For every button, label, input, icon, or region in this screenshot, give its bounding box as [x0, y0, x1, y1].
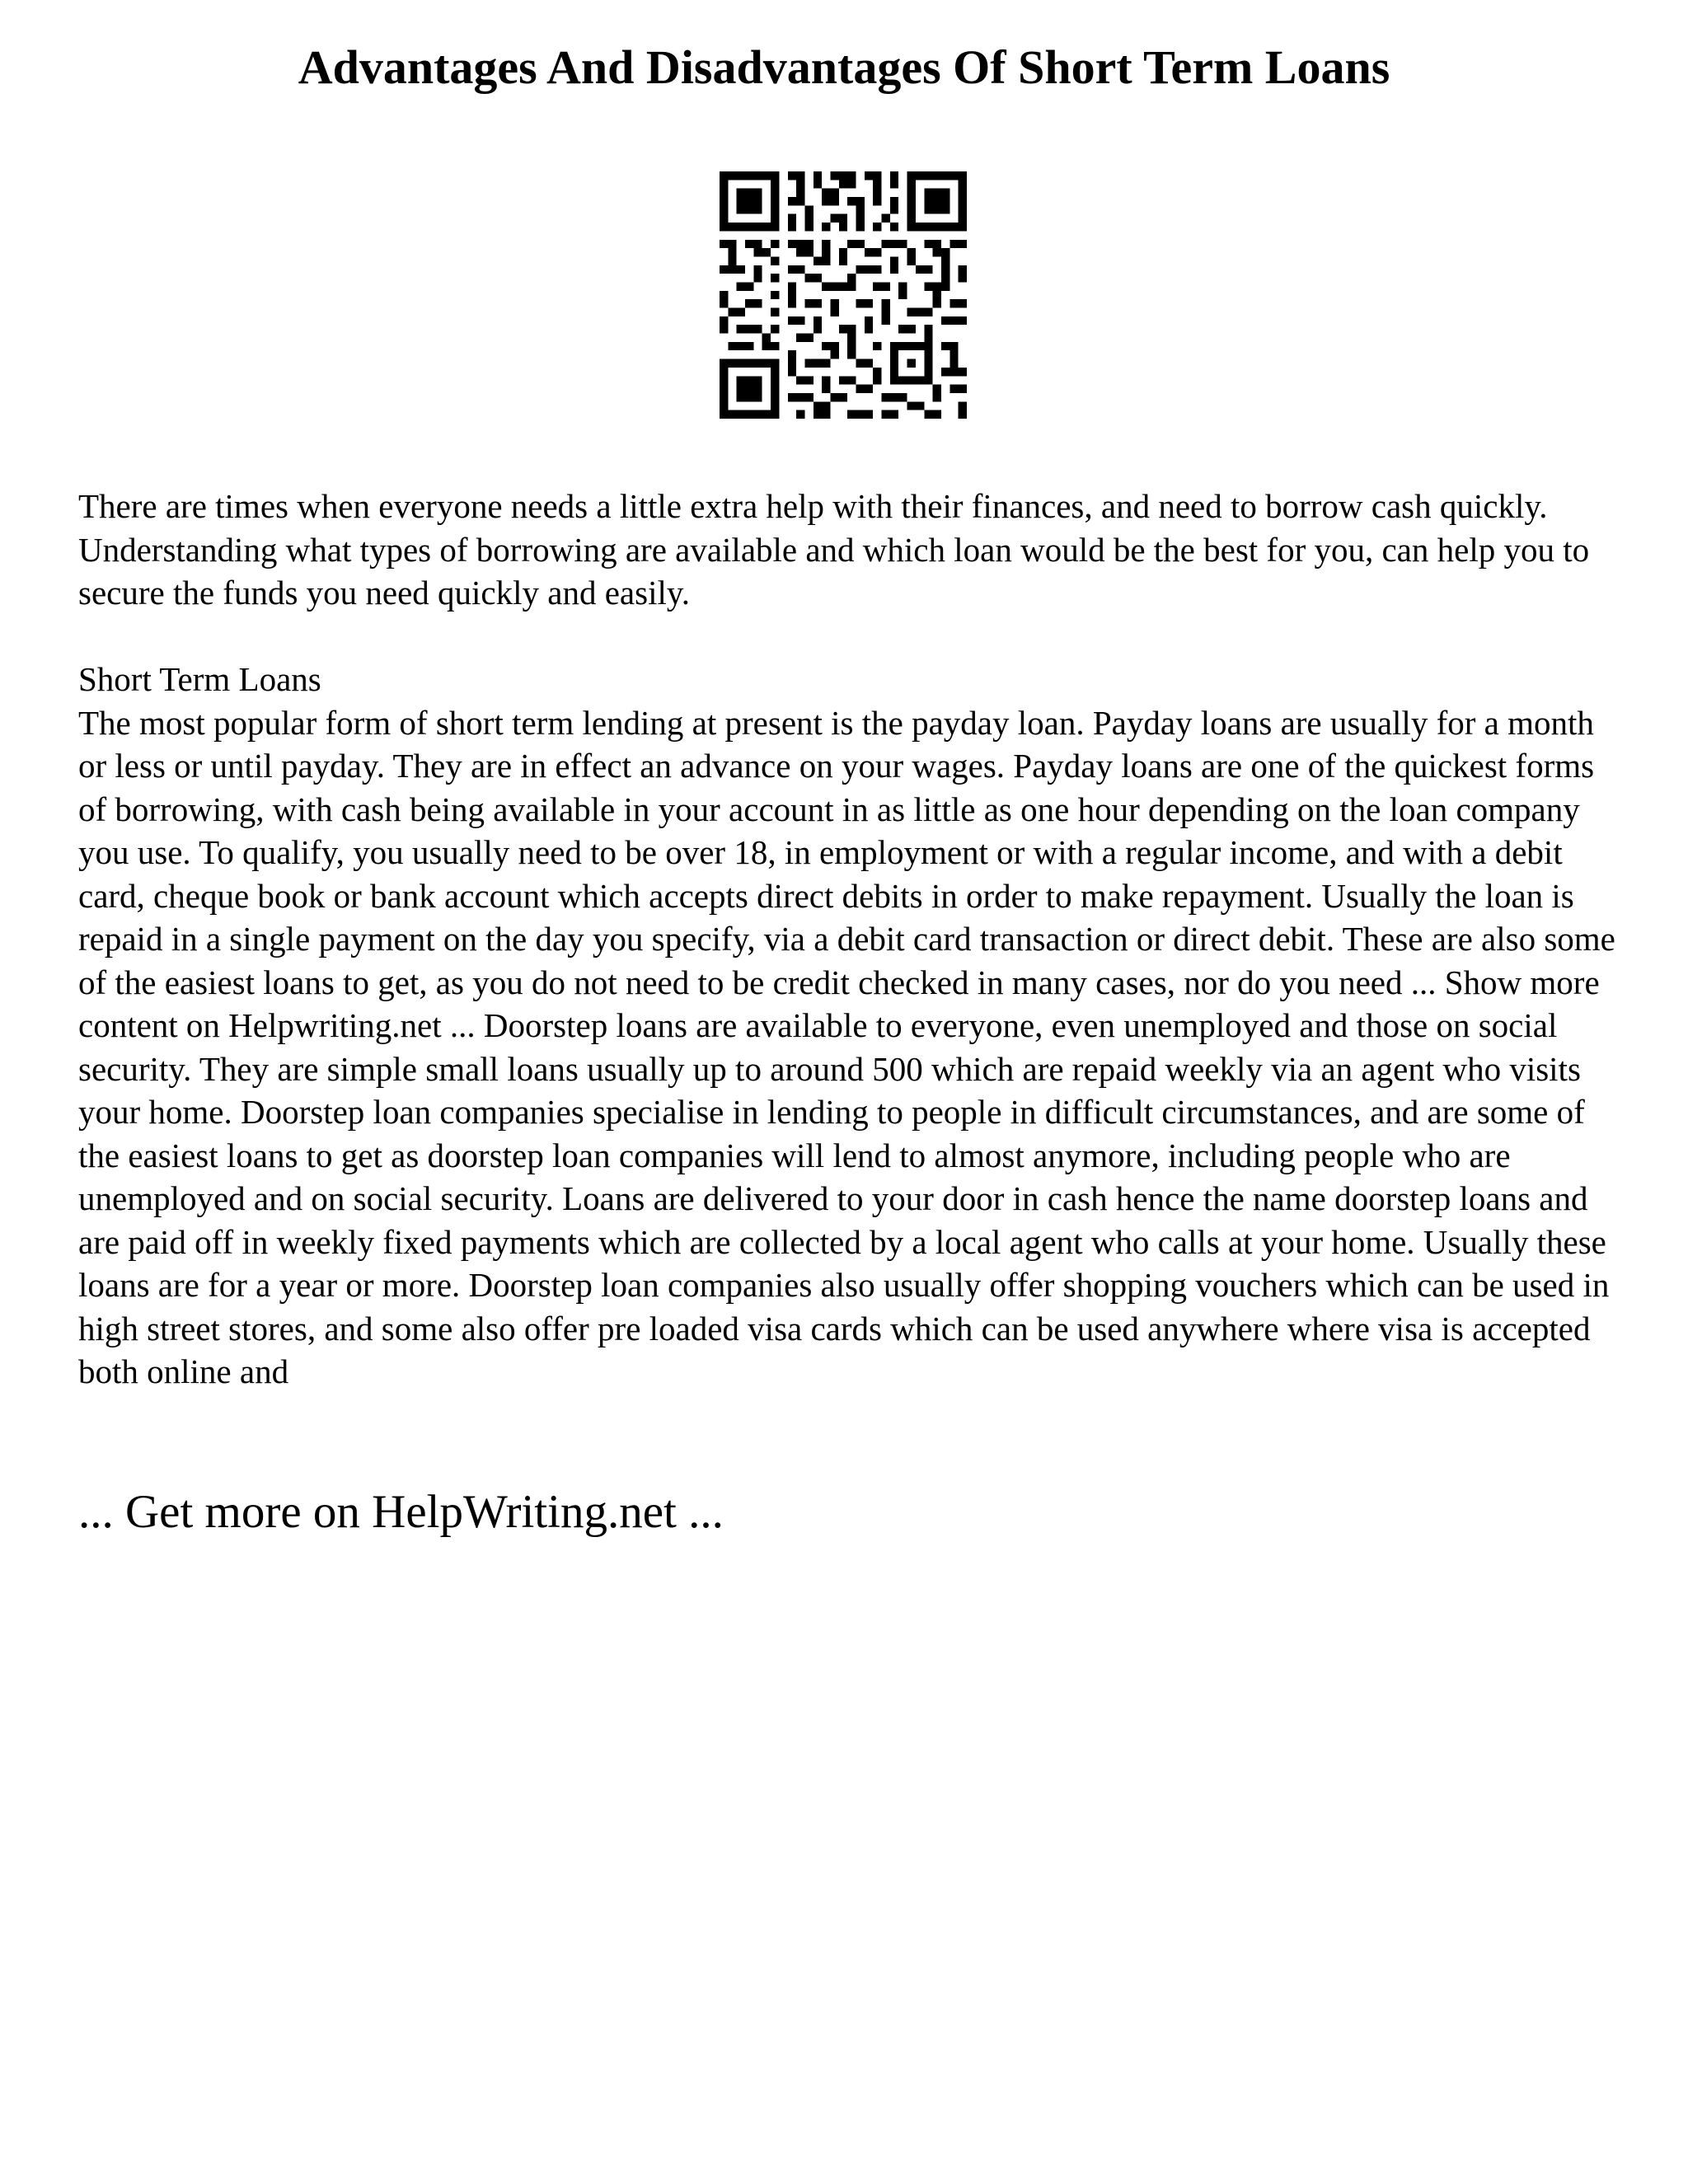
- section-heading: Short Term Loans: [78, 660, 321, 698]
- article-section: [78, 658, 1628, 1394]
- qr-code-icon: [720, 171, 967, 419]
- intro-paragraph: There are times when everyone needs a little extra help with their finances, and need to borrow cash quickly. Understanding what types of borrowing are available and which loan would be the best for you, can help you to secure the funds you need quickly and easily.: [78, 487, 1590, 612]
- section-body: The most popular form of short term lending at present is the payday loan. Payday loans are usually for a month or less or until payday. They are in effect an advance on your wages. Payday loans are one of the quickest forms of borrowing, with cash being available in your account in as little as one hour depending on the loan company you use. To qualify, you usually need to be over 18, in employment or with a regular income, and with a debit card, cheque book or bank account which accepts direct debits in order to make repayment. Usually the loan is repaid in a single payment on the day you specify, via a debit card transaction or direct debit. These are also some of the easiest loans to get, as you do not need to be credit checked in many cases, nor do you need ... Show more content on Helpwriting.net ... Doorstep loans are available to everyone, even unemployed and those on social security. They are simple small loans usually up to around 500 which are repaid weekly via an agent who visits your home. Doorstep loan companies specialise in lending to people in difficult circumstances, and are some of the easiest loans to get as doorstep loan companies will lend to almost anymore, including people who are unemployed and on social security. Loans are delivered to your door in cash hence the name doorstep loans and are paid off in weekly fixed payments which are collected by a local agent who calls at your home. Usually these loans are for a year or more. Doorstep loan companies also usually offer shopping vouchers which can be used in high street stores, and some also offer pre loaded visa cards which can be used anywhere where visa is accepted both online and: [78, 703, 1615, 1390]
- get-more-link[interactable]: ... Get more on HelpWriting.net ...: [78, 1486, 724, 1538]
- page-title: Advantages And Disadvantages Of Short Term Loans: [298, 40, 1390, 94]
